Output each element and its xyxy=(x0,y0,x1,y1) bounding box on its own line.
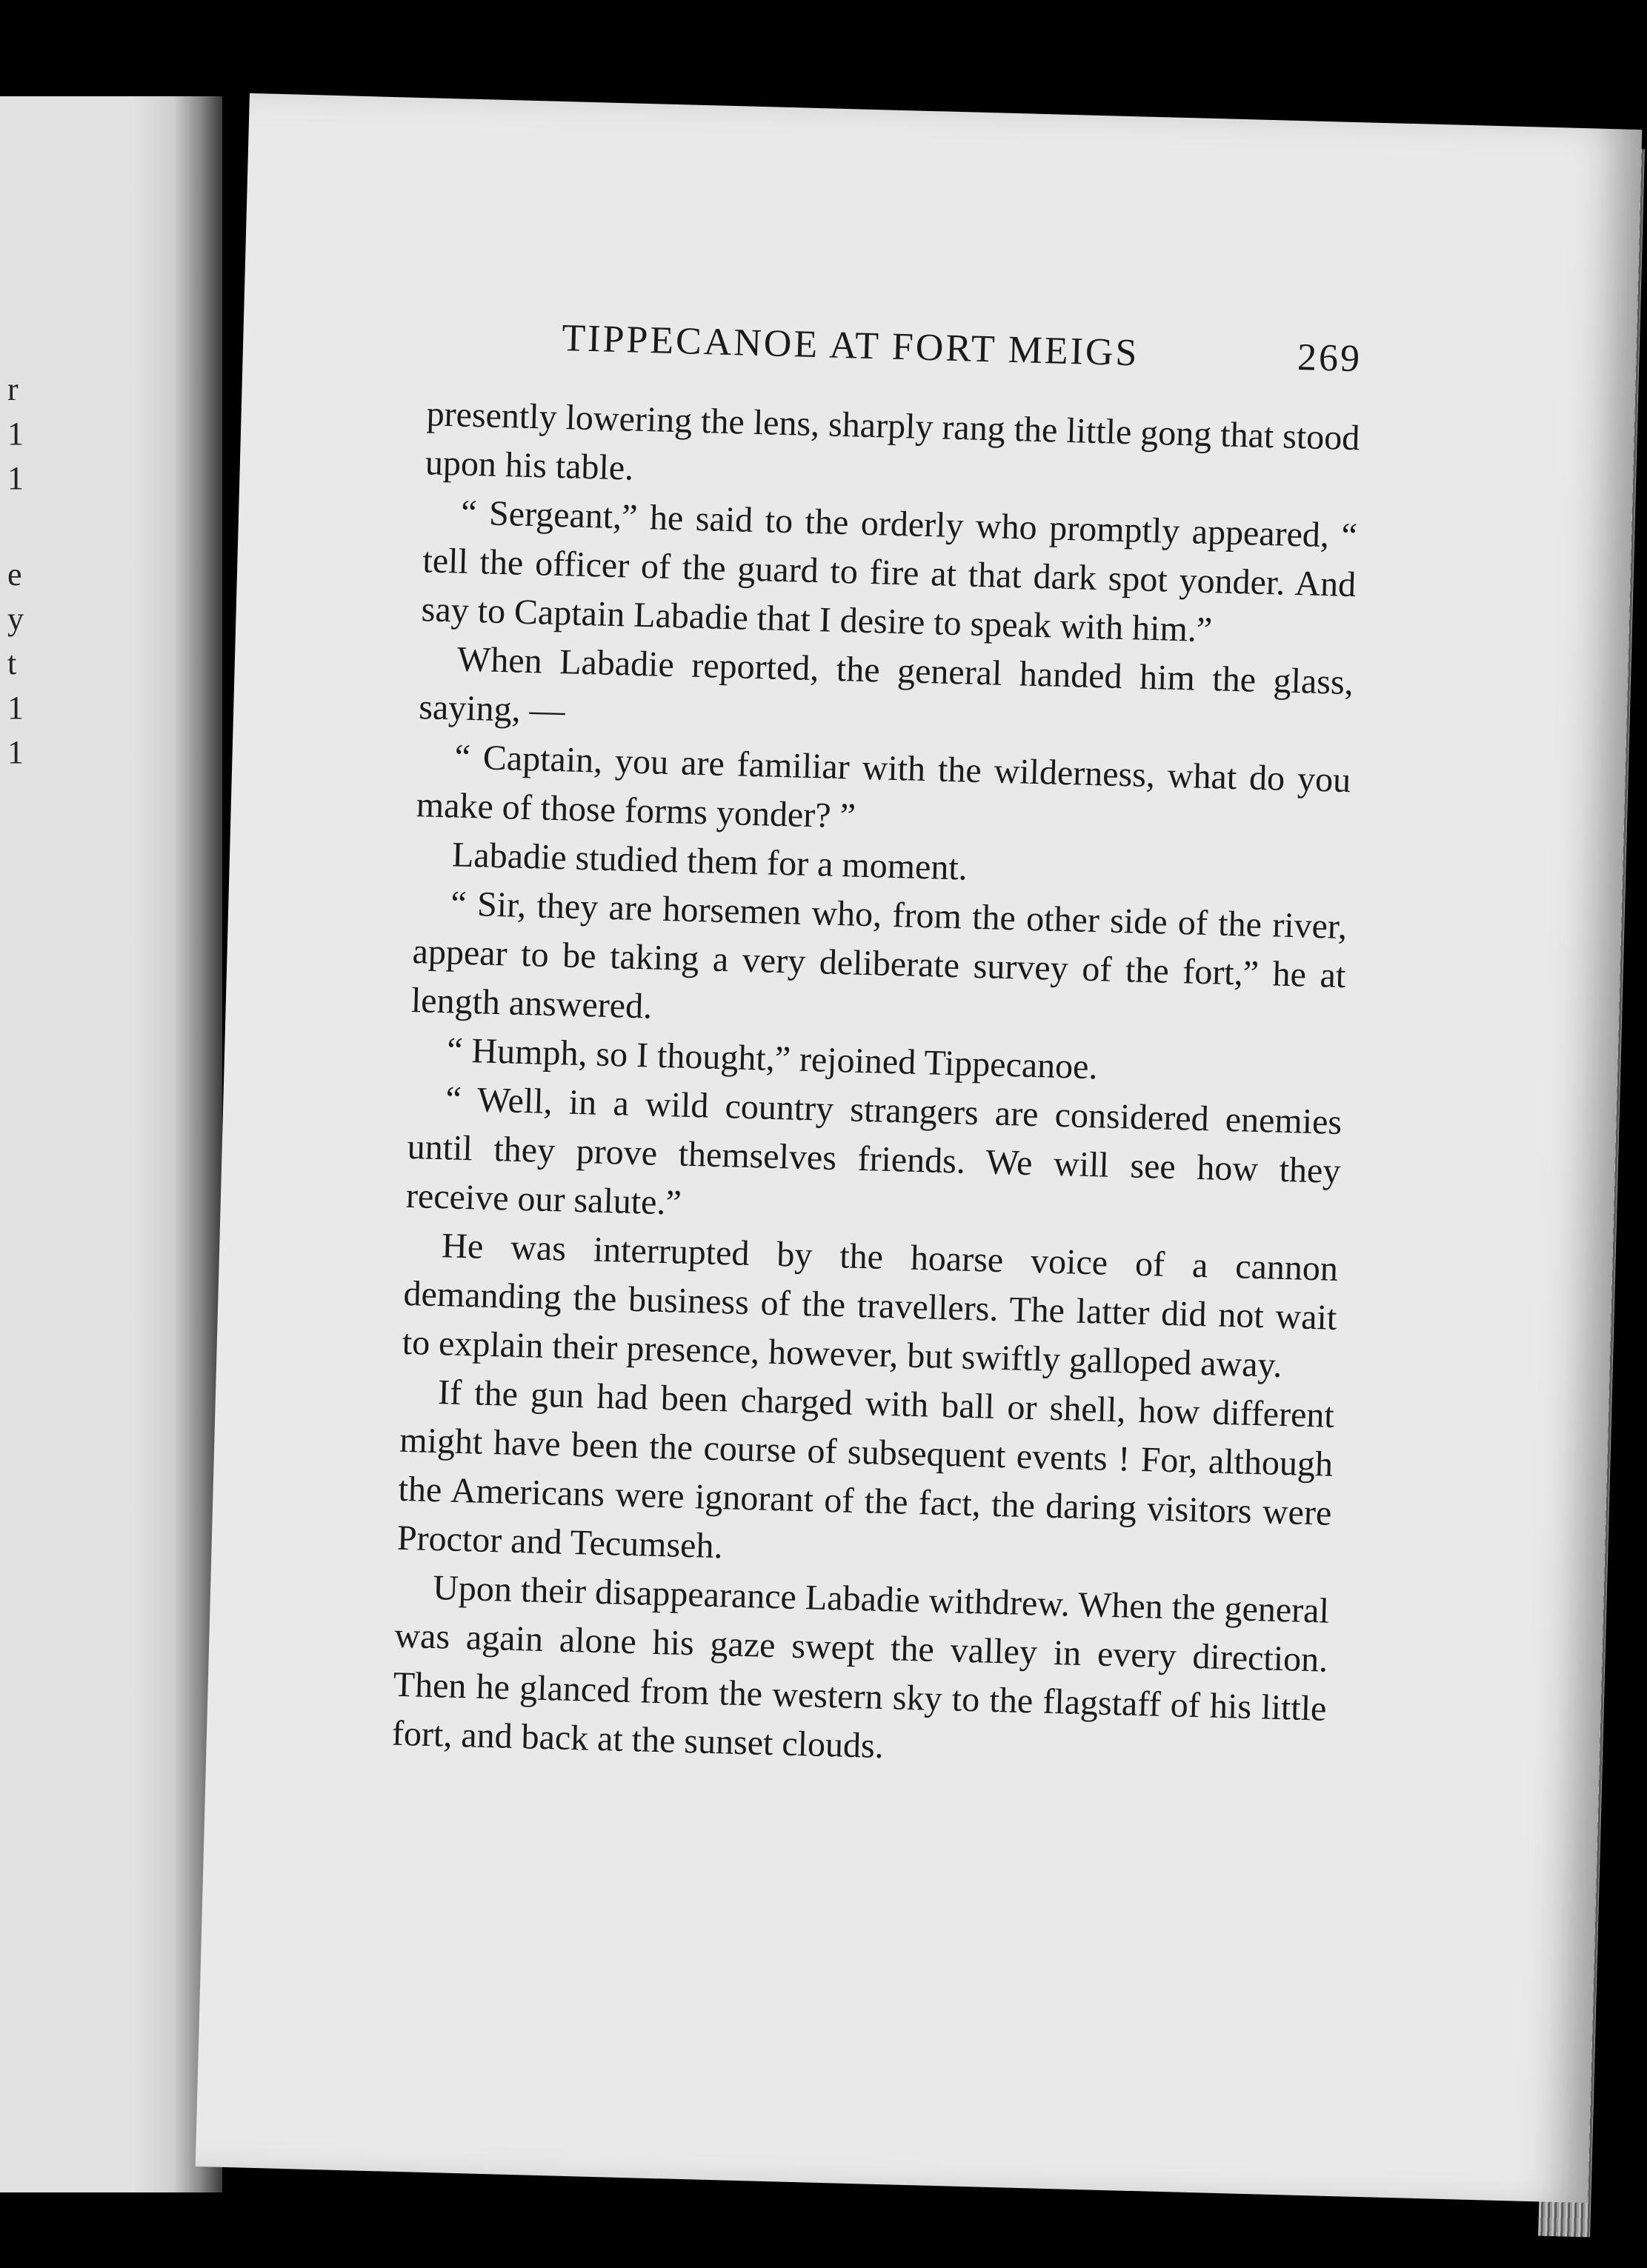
running-title: TIPPECANOE AT FORT MEIGS xyxy=(561,317,1140,375)
left-page-fragment: t xyxy=(7,645,17,681)
left-page-fragment: 1 xyxy=(7,690,24,726)
left-page-fragment: 1 xyxy=(7,416,24,452)
paragraph: Upon their disappearance Labadie withdrew. When the general was again alone his gaze swept the valley in every direction. Then he glanced from the western sky to the flagstaff of his little fort, and back at the sunset clouds. xyxy=(391,1568,1330,1767)
page-number: 269 xyxy=(1297,336,1362,381)
book-page xyxy=(196,93,1643,2203)
paragraph: “ Captain, you are familiar with the wilderness, what do you make of those forms yonder? ” xyxy=(416,737,1351,836)
paragraph: “ Humph, so I thought,” rejoined Tippecanoe. xyxy=(446,1030,1099,1087)
page-text-block xyxy=(391,313,1362,1782)
paragraph: “ Sir, they are horsemen who, from the other side of the river, appear to be taking a very deliberate survey of the fort,” he at length answered. xyxy=(410,884,1348,1027)
paragraph: He was interrupted by the hoarse voice of a cannon demanding the business of the travellers. The latter did not wait to explain their presence, however, but swiftly galloped away. xyxy=(402,1226,1339,1385)
left-page-fragment: r xyxy=(7,371,19,407)
running-head xyxy=(427,313,1362,396)
paragraph: “ Sergeant,” he said to the orderly who promptly appeared, “ tell the officer of the guard to fire at that dark spot yonder. And say to Captain Labadie that I desire to speak with him.” xyxy=(421,493,1358,650)
paragraph: “ Well, in a wild country strangers are considered enemies until they prove themselves friends. We will see how they receive our salute.” xyxy=(405,1079,1342,1223)
left-page-fragment: 1 xyxy=(7,734,24,770)
paragraph: When Labadie reported, the general handed him the glass, saying, — xyxy=(418,639,1354,731)
paragraph: Labadie studied them for a moment. xyxy=(451,835,968,888)
paragraph: presently lowering the lens, sharply rang the little gong that stood upon his table. xyxy=(425,394,1360,488)
left-page-fragment: 1 xyxy=(7,460,24,496)
left-page-fragment: e xyxy=(7,556,22,593)
left-page-fragment: y xyxy=(7,601,24,637)
paragraph: If the gun had been charged with ball or shell, how different might have been the course of subsequent events ! For, although the Americans were ignorant of the fact, the daring visitors were Proctor and Tecumseh. xyxy=(396,1373,1335,1567)
